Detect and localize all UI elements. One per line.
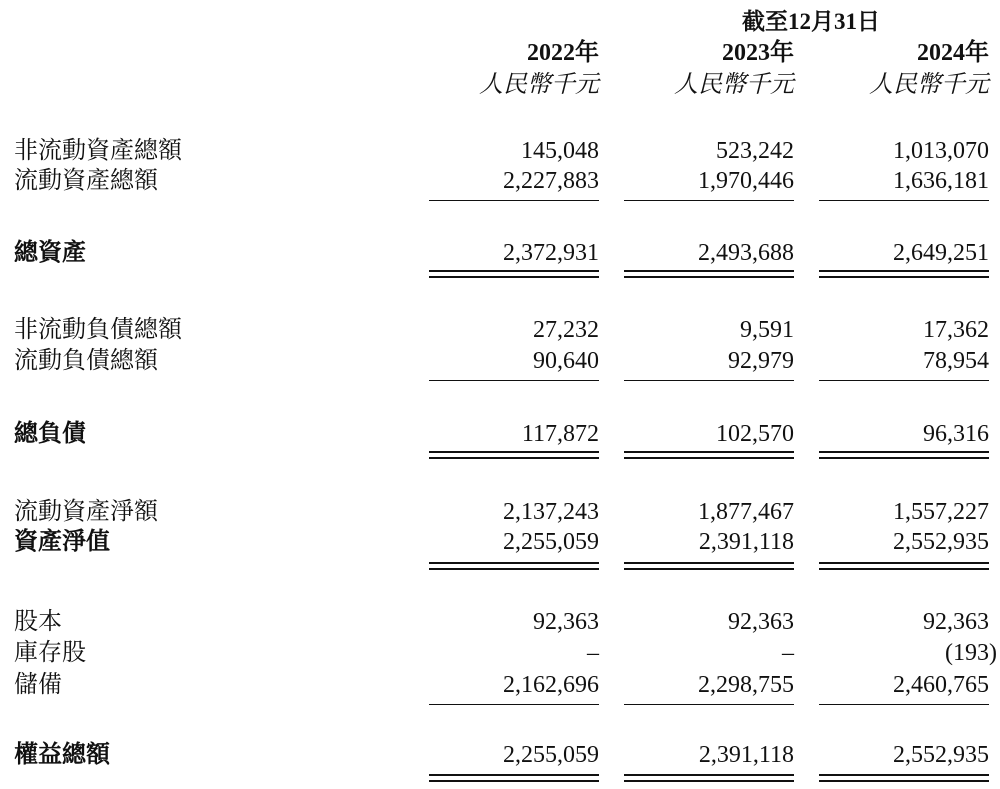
subtotal-rule — [819, 704, 989, 705]
subtotal-rule — [624, 380, 794, 381]
year-header-2024: 2024年 — [917, 40, 989, 66]
cell-non-current-liabilities-2023: 9,591 — [740, 317, 794, 343]
cell-total-equity-2022: 2,255,059 — [503, 742, 599, 768]
cell-total-liabilities-2023: 102,570 — [716, 421, 794, 447]
total-double-rule — [624, 774, 794, 782]
cell-treasury-shares-2022: – — [587, 640, 599, 666]
cell-total-equity-2024: 2,552,935 — [893, 742, 989, 768]
row-label-share-capital: 股本 — [14, 609, 62, 635]
row-label-total-equity: 權益總額 — [14, 742, 110, 768]
subtotal-rule — [819, 200, 989, 201]
cell-current-liabilities-2023: 92,979 — [728, 348, 794, 374]
cell-total-assets-2022: 2,372,931 — [503, 240, 599, 266]
cell-non-current-assets-2022: 145,048 — [521, 138, 599, 164]
row-label-total-assets: 總資產 — [14, 240, 86, 266]
row-label-current-liabilities: 流動負債總額 — [14, 348, 158, 374]
subtotal-rule — [624, 704, 794, 705]
cell-non-current-liabilities-2024: 17,362 — [923, 317, 989, 343]
row-label-reserves: 儲備 — [14, 672, 62, 698]
cell-share-capital-2023: 92,363 — [728, 609, 794, 635]
total-double-rule — [819, 270, 989, 278]
subtotal-rule — [819, 380, 989, 381]
row-label-net-current-assets: 流動資產淨額 — [14, 499, 158, 525]
cell-non-current-assets-2023: 523,242 — [716, 138, 794, 164]
cell-current-liabilities-2024: 78,954 — [923, 348, 989, 374]
total-double-rule — [429, 562, 599, 570]
cell-current-assets-2022: 2,227,883 — [503, 168, 599, 194]
total-double-rule — [819, 774, 989, 782]
cell-net-current-assets-2024: 1,557,227 — [893, 499, 989, 525]
cell-share-capital-2024: 92,363 — [923, 609, 989, 635]
total-double-rule — [624, 451, 794, 459]
cell-net-assets-2022: 2,255,059 — [503, 529, 599, 555]
cell-total-equity-2023: 2,391,118 — [698, 742, 794, 768]
cell-total-assets-2023: 2,493,688 — [698, 240, 794, 266]
unit-header-2023: 人民幣千元 — [674, 72, 794, 98]
subtotal-rule — [429, 704, 599, 705]
cell-net-current-assets-2022: 2,137,243 — [503, 499, 599, 525]
cell-treasury-shares-2023: – — [782, 640, 794, 666]
row-label-non-current-liabilities: 非流動負債總額 — [14, 317, 182, 343]
row-label-treasury-shares: 庫存股 — [14, 640, 86, 666]
cell-reserves-2022: 2,162,696 — [503, 672, 599, 698]
cell-total-assets-2024: 2,649,251 — [893, 240, 989, 266]
year-header-2023: 2023年 — [722, 40, 794, 66]
row-label-total-liabilities: 總負債 — [14, 421, 86, 447]
cell-reserves-2024: 2,460,765 — [893, 672, 989, 698]
total-double-rule — [429, 270, 599, 278]
cell-net-assets-2024: 2,552,935 — [893, 529, 989, 555]
cell-net-assets-2023: 2,391,118 — [698, 529, 794, 555]
cell-total-liabilities-2022: 117,872 — [521, 421, 599, 447]
row-label-net-assets: 資產淨值 — [14, 529, 110, 555]
total-double-rule — [819, 562, 989, 570]
cell-current-assets-2023: 1,970,446 — [698, 168, 794, 194]
total-double-rule — [429, 774, 599, 782]
cell-total-liabilities-2024: 96,316 — [923, 421, 989, 447]
total-double-rule — [819, 451, 989, 459]
cell-share-capital-2022: 92,363 — [533, 609, 599, 635]
row-label-non-current-assets: 非流動資產總額 — [14, 138, 182, 164]
subtotal-rule — [429, 200, 599, 201]
year-header-2022: 2022年 — [527, 40, 599, 66]
cell-current-liabilities-2022: 90,640 — [533, 348, 599, 374]
cell-current-assets-2024: 1,636,181 — [893, 168, 989, 194]
unit-header-2024: 人民幣千元 — [869, 72, 989, 98]
subtotal-rule — [429, 380, 599, 381]
cell-non-current-assets-2024: 1,013,070 — [893, 138, 989, 164]
total-double-rule — [429, 451, 599, 459]
cell-non-current-liabilities-2022: 27,232 — [533, 317, 599, 343]
subtotal-rule — [624, 200, 794, 201]
total-double-rule — [624, 270, 794, 278]
total-double-rule — [624, 562, 794, 570]
cell-net-current-assets-2023: 1,877,467 — [698, 499, 794, 525]
unit-header-2022: 人民幣千元 — [479, 72, 599, 98]
cell-treasury-shares-2024: (193) — [945, 640, 997, 666]
cell-reserves-2023: 2,298,755 — [698, 672, 794, 698]
period-header: 截至12月31日 — [742, 9, 880, 34]
row-label-current-assets: 流動資產總額 — [14, 168, 158, 194]
